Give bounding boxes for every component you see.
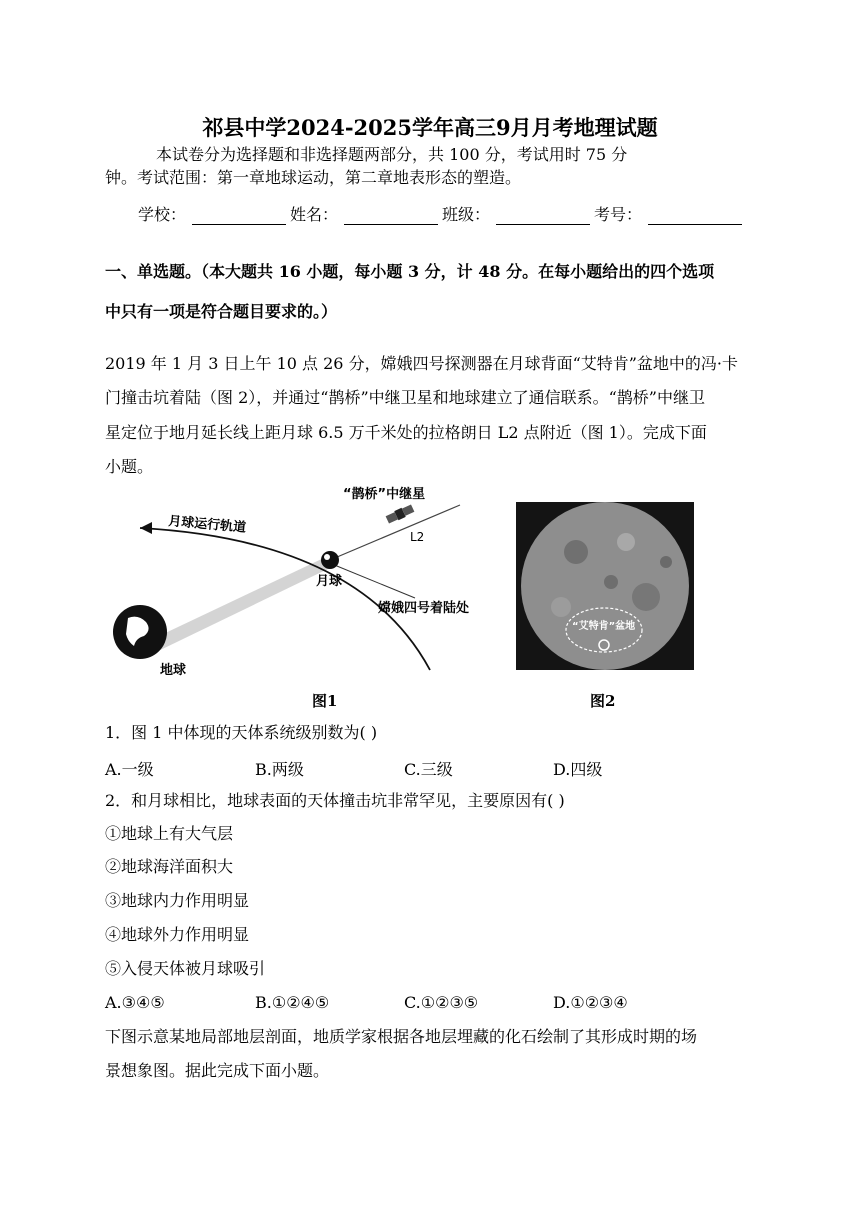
school-label: 学校： bbox=[138, 205, 187, 224]
q2-item-5: ⑤入侵天体被月球吸引 bbox=[105, 959, 266, 978]
page-title: 祁县中学2024-2025学年高三9月月考地理试题 bbox=[202, 115, 658, 140]
class-blank[interactable] bbox=[496, 208, 590, 225]
orbit-arrow-icon bbox=[140, 522, 152, 534]
passage2-line-1: 下图示意某地局部地层剖面，地质学家根据各地层埋藏的化石绘制了其形成时期的场 bbox=[105, 1027, 698, 1046]
q2-option-b[interactable]: B.①②④⑤ bbox=[255, 993, 330, 1012]
figure-2-caption: 图2 bbox=[590, 692, 616, 710]
passage1-line-4: 小题。 bbox=[105, 457, 154, 476]
crater bbox=[551, 597, 571, 617]
moon-orbit-arc bbox=[140, 528, 430, 670]
question-2-stem: 2．和月球相比，地球表面的天体撞击坑非常罕见，主要原因有( ) bbox=[105, 791, 565, 810]
l2-label: L2 bbox=[410, 530, 425, 544]
q2-item-2: ②地球海洋面积大 bbox=[105, 857, 234, 876]
earth-label: 地球 bbox=[160, 663, 187, 678]
q1-option-d[interactable]: D.四级 bbox=[553, 760, 603, 779]
landing-label: 嫦娥四号着陆处 bbox=[378, 601, 470, 616]
section-heading-line-2: 中只有一项是符合题目要求的。） bbox=[105, 302, 338, 321]
passage2-line-2: 景想象图。据此完成下面小题。 bbox=[105, 1061, 330, 1080]
intro-line-1: 本试卷分为选择题和非选择题两部分，共 100 分，考试用时 75 分 bbox=[156, 145, 628, 164]
figure-2-moon-far-side bbox=[516, 502, 694, 670]
crater bbox=[564, 540, 588, 564]
section-heading-line-1: 一、单选题。（本大题共 16 小题，每小题 3 分，计 48 分。在每小题给出的四个选项 bbox=[105, 262, 715, 281]
crater bbox=[632, 583, 660, 611]
relay-satellite-icon bbox=[385, 504, 415, 525]
passage1-line-2: 门撞击坑着陆（图 2），并通过“鹊桥”中继卫星和地球建立了通信联系。“鹊桥”中继卫 bbox=[105, 388, 705, 407]
moon-highlight bbox=[324, 554, 330, 560]
number-blank[interactable] bbox=[648, 208, 742, 225]
moon-disk bbox=[521, 502, 689, 670]
basin-label: “艾特肯”盆地 bbox=[572, 621, 636, 632]
class-label: 班级： bbox=[442, 205, 491, 224]
passage1-line-1: 2019 年 1 月 3 日上午 10 点 26 分，嫦娥四号探测器在月球背面“艾特肯”盆地中的冯·卡 bbox=[105, 354, 739, 373]
q2-item-1: ①地球上有大气层 bbox=[105, 824, 234, 843]
orbit-label: 月球运行轨道 bbox=[167, 514, 247, 536]
intro-line-2: 钟。考试范围：第一章地球运动，第二章地表形态的塑造。 bbox=[105, 168, 522, 187]
figure-1-earth-moon-diagram bbox=[100, 480, 510, 680]
q2-option-a[interactable]: A.③④⑤ bbox=[105, 993, 165, 1012]
satellite-label: “鹊桥”中继星 bbox=[343, 487, 426, 502]
name-label: 姓名： bbox=[290, 205, 339, 224]
student-info-fields bbox=[138, 202, 746, 225]
passage1-line-3: 星定位于地月延长线上距月球 6.5 万千米处的拉格朗日 L2 点附近（图 1）。完成下面 bbox=[105, 423, 707, 442]
crater bbox=[617, 533, 635, 551]
figure-1-caption: 图1 bbox=[312, 692, 338, 710]
q1-option-b[interactable]: B.两级 bbox=[255, 760, 304, 779]
earth-moon-beam bbox=[140, 555, 336, 655]
crater bbox=[604, 575, 618, 589]
moon-label: 月球 bbox=[316, 574, 343, 589]
q2-item-4: ④地球外力作用明显 bbox=[105, 925, 250, 944]
q1-option-a[interactable]: A.一级 bbox=[105, 760, 154, 779]
q2-option-c[interactable]: C.①②③⑤ bbox=[404, 993, 479, 1012]
number-label: 考号： bbox=[594, 205, 643, 224]
q1-option-c[interactable]: C.三级 bbox=[404, 760, 453, 779]
name-blank[interactable] bbox=[344, 208, 438, 225]
moon-icon bbox=[321, 551, 339, 569]
question-1-stem: 1．图 1 中体现的天体系统级别数为( ) bbox=[105, 723, 378, 742]
q2-option-d[interactable]: D.①②③④ bbox=[553, 993, 628, 1012]
q2-item-3: ③地球内力作用明显 bbox=[105, 891, 250, 910]
crater bbox=[660, 556, 672, 568]
school-blank[interactable] bbox=[192, 208, 286, 225]
